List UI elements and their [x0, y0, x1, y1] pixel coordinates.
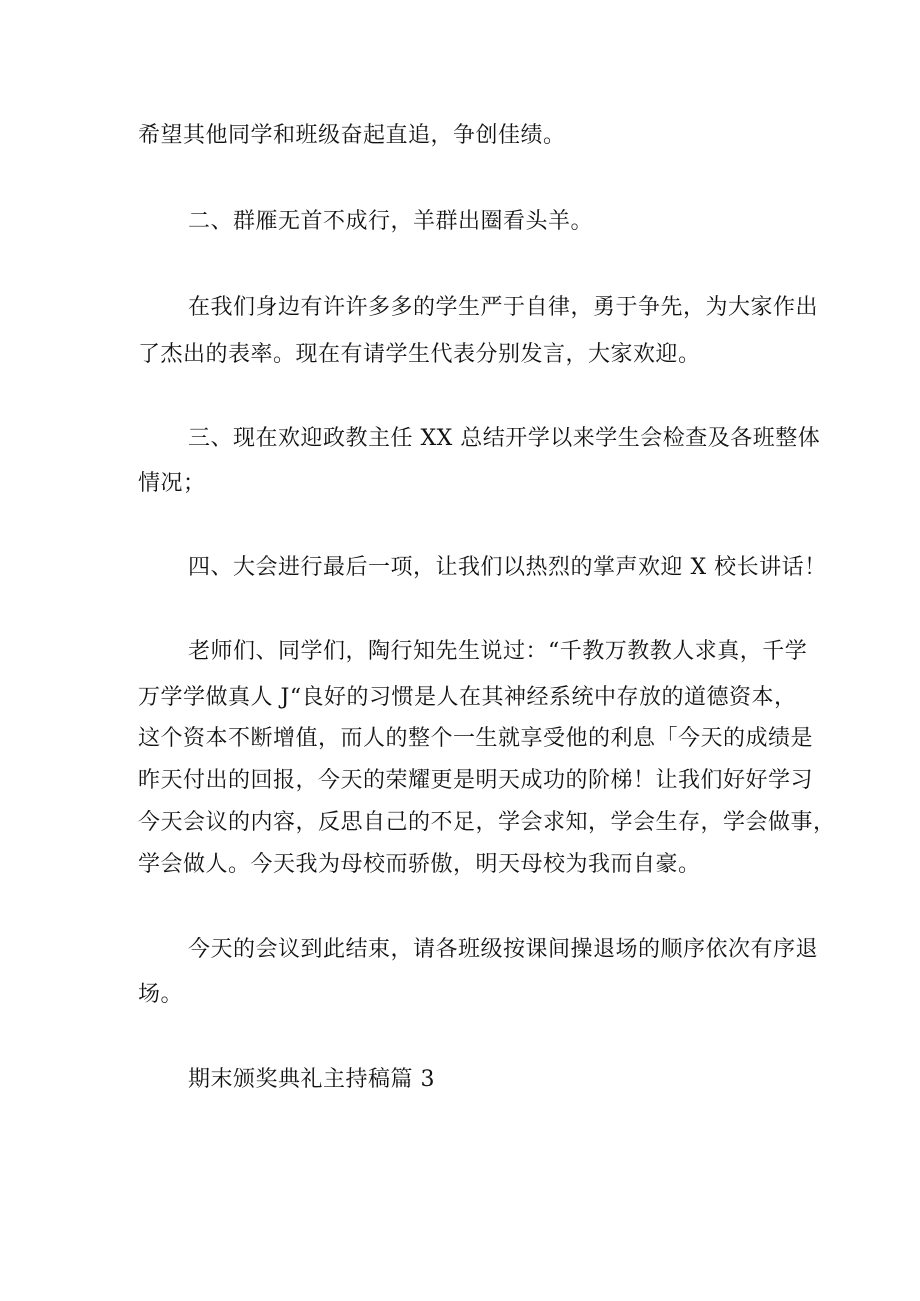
paragraph-4-line-0: 四、大会进行最后一项，让我们以热烈的掌声欢迎 X 校长讲话！: [188, 555, 827, 580]
paragraph-3-line-0: 三、现在欢迎政教主任 XX 总结开学以来学生会检查及各班整体: [188, 426, 821, 451]
paragraph-3-line-1: 情况；: [138, 471, 206, 496]
paragraph-6-line-0: 今天的会议到此结束，请各班级按课间操退场的顺序依次有序退: [188, 937, 819, 962]
paragraph-2-line-0: 在我们身边有许许多多的学生严于自律，勇于争先，为大家作出: [188, 295, 819, 320]
paragraph-6-line-1: 场。: [138, 982, 184, 1007]
paragraph-2-line-1: 了杰出的表率。现在有请学生代表分别发言，大家欢迎。: [138, 342, 701, 367]
paragraph-5-line-4: 今天会议的内容，反思自己的不足，学会求知，学会生存，学会做事，: [138, 810, 836, 835]
paragraph-0-line-0: 希望其他同学和班级奋起直追，争创佳绩。: [138, 123, 566, 148]
paragraph-5-line-3: 昨天付出的回报，今天的荣耀更是明天成功的阶梯！让我们好好学习: [138, 768, 814, 793]
section-heading: 期末颁奖典礼主持稿篇 3: [188, 1067, 435, 1092]
paragraph-1-line-0: 二、群雁无首不成行，羊群出圈看头羊。: [188, 209, 594, 234]
paragraph-5-line-5: 学会做人。今天我为母校而骄傲，明天母校为我而自豪。: [138, 852, 701, 877]
paragraph-5-line-1: 万学学做真人 J“良好的习惯是人在其神经系统中存放的道德资本，: [138, 685, 797, 710]
paragraph-5-line-2: 这个资本不断增值，而人的整个一生就享受他的利息「今天的成绩是: [138, 726, 814, 751]
paragraph-5-line-0: 老师们、同学们，陶行知先生说过：“千教万教教人求真，千学: [188, 639, 808, 664]
